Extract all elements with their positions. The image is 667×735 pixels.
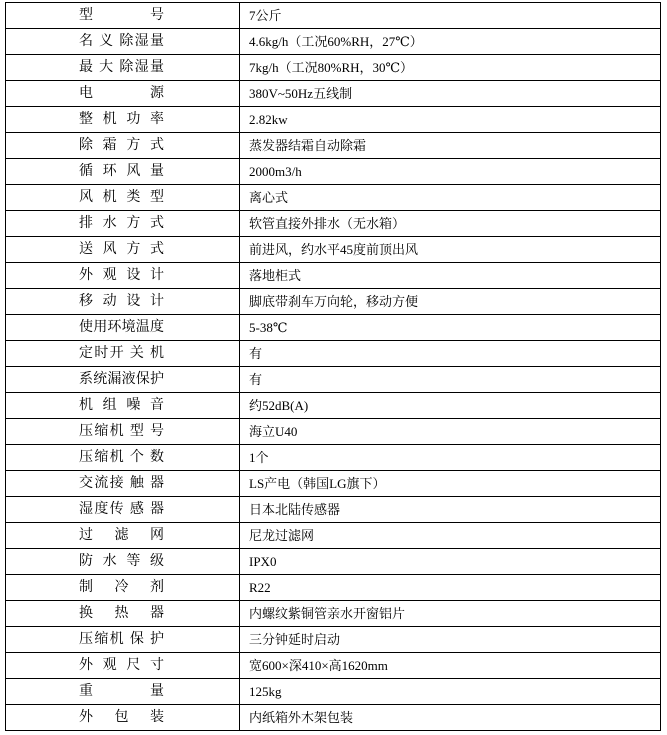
spec-row [6, 679, 661, 705]
spec-row [6, 445, 661, 471]
spec-label-cell [6, 341, 240, 367]
spec-row [6, 263, 661, 289]
spec-row [6, 497, 661, 523]
spec-row [6, 107, 661, 133]
spec-value-cell [240, 107, 661, 133]
spec-value-cell [240, 263, 661, 289]
spec-label-cell [6, 393, 240, 419]
spec-label: 防 水 等 级 [79, 554, 164, 569]
spec-value: 离心式 [249, 189, 289, 205]
spec-row [6, 705, 661, 731]
spec-row [6, 29, 661, 55]
spec-value-cell [240, 341, 661, 367]
spec-label: 机 组 噪 音 [79, 398, 164, 413]
spec-value: R22 [249, 579, 271, 595]
spec-label-cell [6, 55, 240, 81]
spec-value-cell [240, 393, 661, 419]
spec-value-cell [240, 133, 661, 159]
spec-value-cell [240, 289, 661, 315]
spec-value: 宽600×深410×高1620mm [249, 657, 388, 673]
spec-value-cell [240, 445, 661, 471]
spec-label-cell [6, 3, 240, 29]
spec-label: 型 号 [79, 8, 164, 23]
spec-label: 系统漏液保护 [79, 372, 164, 387]
spec-value: 约52dB(A) [249, 397, 309, 413]
spec-label: 压缩机 型 号 [79, 424, 164, 439]
spec-label-cell [6, 367, 240, 393]
spec-label-cell [6, 471, 240, 497]
spec-value-cell [240, 185, 661, 211]
spec-label-cell [6, 445, 240, 471]
spec-value-cell [240, 29, 661, 55]
spec-value: 7kg/h（工况80%RH，30℃） [249, 59, 414, 75]
spec-value: LS产电（韩国LG旗下） [249, 475, 386, 491]
spec-row [6, 393, 661, 419]
spec-value: 7公斤 [249, 7, 282, 23]
spec-value: 1个 [249, 449, 269, 465]
spec-table [5, 2, 661, 731]
spec-label: 压缩机 保 护 [79, 632, 164, 647]
spec-value: 脚底带刹车万向轮，移动方便 [249, 293, 419, 309]
spec-label: 湿度传 感 器 [79, 502, 164, 517]
spec-value: 前进风，约水平45度前顶出风 [249, 241, 419, 257]
spec-value: 内螺纹紫铜管亲水开窗铝片 [249, 605, 406, 621]
spec-value-cell [240, 471, 661, 497]
spec-row [6, 549, 661, 575]
spec-value-cell [240, 55, 661, 81]
spec-value-cell [240, 601, 661, 627]
spec-row [6, 627, 661, 653]
spec-value: 日本北陆传感器 [249, 501, 341, 517]
spec-row [6, 315, 661, 341]
spec-row [6, 471, 661, 497]
spec-row [6, 419, 661, 445]
spec-row [6, 367, 661, 393]
spec-label-cell [6, 185, 240, 211]
spec-value: 海立U40 [249, 423, 298, 439]
spec-label-cell [6, 549, 240, 575]
spec-label: 排 水 方 式 [79, 216, 164, 231]
spec-label: 制 冷 剂 [79, 580, 164, 595]
spec-label: 外 包 装 [79, 710, 164, 725]
spec-label: 使用环境温度 [79, 320, 164, 335]
spec-value-cell [240, 237, 661, 263]
spec-row [6, 653, 661, 679]
spec-label-cell [6, 263, 240, 289]
spec-label-cell [6, 29, 240, 55]
spec-value-cell [240, 679, 661, 705]
spec-label-cell [6, 81, 240, 107]
spec-label: 定时开 关 机 [79, 346, 164, 361]
spec-value-cell [240, 211, 661, 237]
spec-label-cell [6, 315, 240, 341]
spec-label-cell [6, 237, 240, 263]
spec-label: 最 大 除湿量 [79, 60, 164, 75]
spec-value: 2000m3/h [249, 163, 302, 179]
spec-value: 有 [249, 371, 263, 387]
spec-value-cell [240, 419, 661, 445]
spec-label-cell [6, 627, 240, 653]
spec-label-cell [6, 159, 240, 185]
spec-label: 循 环 风 量 [79, 164, 164, 179]
spec-value-cell [240, 627, 661, 653]
spec-value-cell [240, 705, 661, 731]
spec-value-cell [240, 367, 661, 393]
spec-label: 重 量 [79, 684, 164, 699]
spec-row [6, 55, 661, 81]
spec-value: 有 [249, 345, 263, 361]
spec-value: 尼龙过滤网 [249, 527, 315, 543]
spec-value-cell [240, 575, 661, 601]
spec-label: 交流接 触 器 [79, 476, 164, 491]
spec-label: 电 源 [79, 86, 164, 101]
spec-label-cell [6, 107, 240, 133]
spec-value: 4.6kg/h（工况60%RH，27℃） [249, 33, 423, 49]
spec-label: 换 热 器 [79, 606, 164, 621]
spec-label-cell [6, 419, 240, 445]
spec-row [6, 523, 661, 549]
spec-value-cell [240, 523, 661, 549]
spec-value-cell [240, 549, 661, 575]
spec-row [6, 133, 661, 159]
spec-value: 落地柜式 [249, 267, 302, 283]
spec-label: 整 机 功 率 [79, 112, 164, 127]
spec-value: 三分钟延时启动 [249, 631, 341, 647]
spec-label: 外 观 设 计 [79, 268, 164, 283]
spec-label-cell [6, 211, 240, 237]
spec-row [6, 601, 661, 627]
spec-label-cell [6, 523, 240, 549]
spec-row [6, 81, 661, 107]
spec-row [6, 237, 661, 263]
spec-value: 380V~50Hz五线制 [249, 85, 353, 101]
spec-value: 蒸发器结霜自动除霜 [249, 137, 367, 153]
spec-label-cell [6, 497, 240, 523]
spec-label-cell [6, 289, 240, 315]
spec-value: 2.82kw [249, 111, 288, 127]
spec-value-cell [240, 315, 661, 341]
spec-row [6, 575, 661, 601]
spec-label: 送 风 方 式 [79, 242, 164, 257]
spec-label: 除 霜 方 式 [79, 138, 164, 153]
spec-row [6, 341, 661, 367]
spec-value: 125kg [249, 683, 282, 699]
spec-label: 过 滤 网 [79, 528, 164, 543]
spec-value-cell [240, 159, 661, 185]
spec-label-cell [6, 679, 240, 705]
spec-label-cell [6, 653, 240, 679]
spec-row [6, 211, 661, 237]
spec-label-cell [6, 133, 240, 159]
spec-label: 风 机 类 型 [79, 190, 164, 205]
spec-value-cell [240, 653, 661, 679]
spec-label: 外 观 尺 寸 [79, 658, 164, 673]
spec-value: IPX0 [249, 553, 277, 569]
spec-label-cell [6, 601, 240, 627]
spec-row [6, 289, 661, 315]
spec-value-cell [240, 3, 661, 29]
spec-value: 内纸箱外木架包装 [249, 709, 354, 725]
spec-row [6, 185, 661, 211]
spec-value-cell [240, 81, 661, 107]
spec-row [6, 3, 661, 29]
spec-label-cell [6, 705, 240, 731]
spec-table-body [6, 3, 661, 731]
spec-row [6, 159, 661, 185]
spec-label-cell [6, 575, 240, 601]
spec-label: 名 义 除湿量 [79, 34, 164, 49]
spec-value: 软管直接外排水（无水箱） [249, 215, 406, 231]
spec-value: 5-38℃ [249, 319, 288, 335]
spec-value-cell [240, 497, 661, 523]
spec-label: 移 动 设 计 [79, 294, 164, 309]
spec-label: 压缩机 个 数 [79, 450, 164, 465]
